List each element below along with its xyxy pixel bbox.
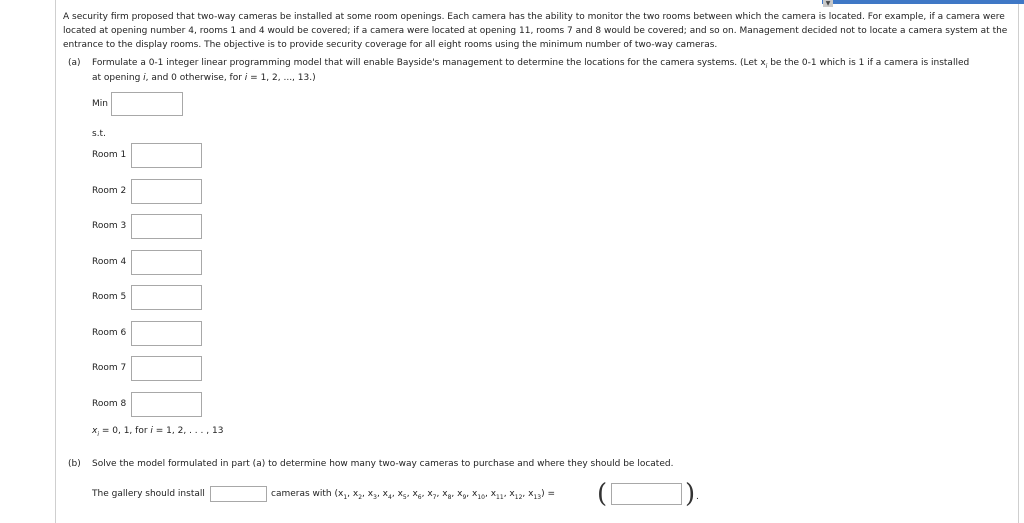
vector-subscript: 5: [402, 493, 407, 501]
vector-subscript: 7: [432, 493, 437, 501]
vector-var: x: [528, 489, 534, 499]
vector-close-paren: ): [685, 479, 696, 509]
vector-var: x: [382, 489, 388, 499]
vector-subscript: 6: [417, 493, 422, 501]
vector-var: x: [397, 489, 403, 499]
vector-subscript: 2: [358, 493, 363, 501]
objective-input[interactable]: [111, 92, 183, 116]
room-1-label: Room 1: [92, 150, 127, 160]
vector-var: x: [367, 489, 374, 499]
vector-subscript: 1: [343, 493, 348, 501]
room-2-label: Room 2: [92, 185, 127, 196]
room-6-label: Room 6: [92, 327, 127, 338]
room-2-constraint-input[interactable]: [131, 179, 202, 204]
room-3-label: Room 3: [92, 221, 127, 231]
part-b-label: (b): [68, 459, 81, 469]
room-1-constraint-input[interactable]: [131, 143, 202, 168]
variable-domain: $x_i = 0$, 1, for i = 1, 2, . . . , 13: [92, 426, 224, 438]
vector-var: x: [427, 489, 433, 499]
vector-var: x: [509, 489, 515, 499]
room-6-constraint-input[interactable]: [131, 321, 202, 346]
camera-count-input[interactable]: [210, 486, 267, 502]
part-a-question-line1: Formulate a 0-1 integer linear programming model that will enable Bayside's management to determine the locations for the camera systems. (Let $x_i$ be the 0-1 which is 1 if a camera is installed: [92, 58, 970, 70]
cameras-with-label: cameras with ($x_1$, $x_2$, $x_3$, $x_4$, $x_5$, $x_6$, $x_7$, $x_8$, $x_9$, $x_{10}$, $x_{11}$, $x_{12}$, $x_{13}$) =: [271, 489, 556, 501]
part-a-label: (a): [68, 58, 81, 68]
room-3-constraint-input[interactable]: [131, 214, 202, 239]
room-5-label: Room 5: [92, 292, 127, 302]
room-5-constraint-input[interactable]: [131, 285, 202, 310]
room-8-constraint-input[interactable]: [131, 392, 202, 417]
min-label: Min: [92, 99, 108, 109]
vector-subscript: 11: [496, 493, 504, 501]
install-label: The gallery should install: [92, 489, 205, 499]
room-7-constraint-input[interactable]: [131, 356, 202, 381]
room-4-label: Room 4: [92, 256, 127, 267]
vector-open-paren: (: [597, 479, 608, 509]
part-a-question-line2: at opening i, and 0 otherwise, for i = 1, 2, ..., 13.): [92, 73, 316, 83]
vector-subscript: 13: [533, 493, 542, 501]
part-b-question: Solve the model formulated in part (a) to determine how many two-way cameras to purchase and where they should be located.: [92, 459, 674, 469]
vector-var: x: [472, 489, 478, 499]
room-4-constraint-input[interactable]: [131, 250, 202, 275]
vector-subscript: 3: [373, 493, 377, 501]
vector-subscript: 4: [388, 493, 392, 501]
collapse-icon[interactable]: ▼: [823, 0, 833, 7]
vector-subscript: 12: [514, 493, 523, 501]
sentence-period: .: [696, 492, 699, 502]
room-8-label: Room 8: [92, 398, 127, 409]
vector-var: x: [442, 489, 448, 499]
vector-subscript: 10: [477, 493, 485, 501]
vector-var: x: [412, 489, 418, 499]
vector-var: x: [352, 489, 359, 499]
st-label: s.t.: [92, 129, 106, 139]
problem-intro: A security firm proposed that two-way cameras be installed at some room openings. Each camera has the ability to monitor the two rooms between which the camera is located. For example, if a camera were located at opening number 4, rooms 1 and 4 would be covered; if a camera were located at opening 11, rooms 7 and 8 would be covered; and so on. Management decided not to locate a camera system at the entrance to the display rooms. The objective is to provide security coverage for all eight rooms using the minimum number of two-way cameras.: [63, 12, 1008, 50]
vector-var: x: [490, 489, 497, 499]
vector-subscript: 8: [447, 493, 452, 501]
top-accent-bar: [822, 0, 1024, 4]
camera-locations-input[interactable]: [611, 483, 682, 505]
vector-var: x: [457, 489, 463, 499]
vector-subscript: 9: [462, 493, 467, 501]
room-7-label: Room 7: [92, 363, 127, 373]
